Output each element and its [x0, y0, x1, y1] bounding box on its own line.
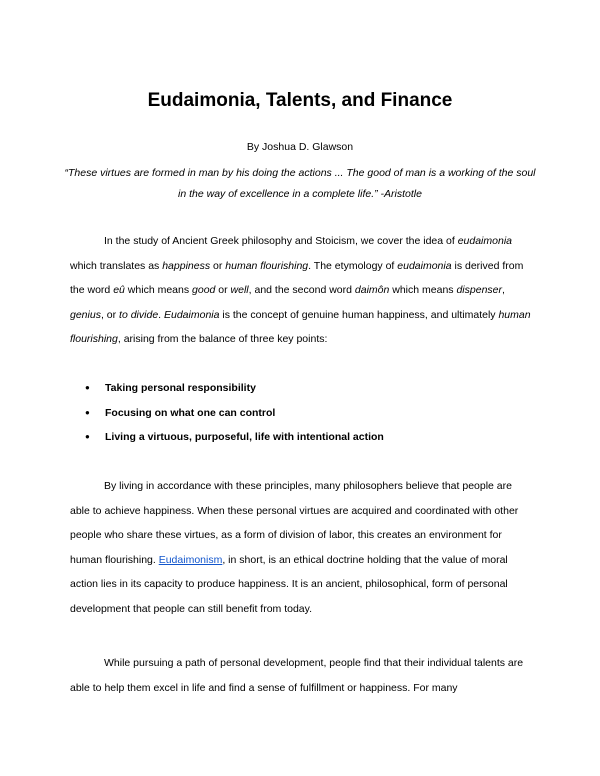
- text-run: . The etymology of: [308, 259, 398, 272]
- text-run: By living in accordance with these principles, many philosophers believe that people are able to achieve happiness. When these personal virtues are acquired and coordinated with other people who share these virtues, as a form of division of labor, this creates an environment for human flourishing.: [70, 480, 519, 566]
- emphasis-term: daimôn: [354, 284, 390, 296]
- key-points-list: [85, 376, 525, 450]
- text-run: .: [158, 308, 164, 321]
- emphasis-term: human flourishing: [225, 259, 309, 272]
- emphasis-term: well: [230, 284, 249, 296]
- list-item: ● Taking personal responsibility: [85, 376, 525, 401]
- text-run: , in short, is an ethical doctrine holding that the value of moral action lies in its capacity to produce happiness. It is an ancient, philosophical, form of personal development that people can still benefit from today.: [70, 553, 508, 615]
- document-title: Eudaimonia, Talents, and Finance: [147, 90, 453, 111]
- author-byline: By Joshua D. Glawson: [246, 141, 354, 153]
- text-run: which means: [389, 284, 457, 296]
- emphasis-term: good: [192, 284, 216, 296]
- paragraph-2: [70, 474, 532, 621]
- text-run: , arising from the balance of three key points:: [117, 333, 328, 345]
- emphasis-term: human flourishing: [70, 308, 531, 345]
- text-run: , and the second word: [248, 284, 355, 296]
- emphasis-term: to divide: [119, 308, 159, 321]
- text-run: is the concept of genuine human happiness, and ultimately: [219, 308, 499, 321]
- emphasis-term: eudaimonia: [397, 259, 452, 272]
- paragraph-3: While pursuing a path of personal development, people find that their individual talents are able to help them excel in life and find a sense of fulfillment or happiness. For many: [70, 657, 524, 694]
- emphasis-term: eû: [113, 284, 125, 296]
- epigraph-quote: “These virtues are formed in man by his doing the actions ... The good of man is a working of the soul in the way of excellence in a complete life.” -Aristotle: [64, 167, 536, 200]
- text-run: or: [210, 259, 226, 272]
- list-item: ● Living a virtuous, purposeful, life with intentional action: [85, 425, 525, 450]
- text-run: which means: [124, 284, 193, 296]
- text-run: is derived from the word: [70, 259, 524, 296]
- text-run: , or: [100, 308, 120, 321]
- list-item: ● Focusing on what one can control: [85, 401, 525, 426]
- emphasis-term: Eudaimonia: [164, 308, 220, 321]
- text-run: In the study of Ancient Greek philosophy and Stoicism, we cover the idea of: [104, 235, 458, 247]
- emphasis-term: eudaimonia: [457, 235, 512, 247]
- emphasis-term: genius: [70, 308, 101, 321]
- text-run: or: [215, 284, 231, 296]
- eudaimonism-link[interactable]: Eudaimonism: [158, 553, 223, 566]
- text-run: which translates as: [70, 259, 163, 272]
- emphasis-term: dispenser: [456, 284, 502, 296]
- emphasis-term: happiness: [162, 259, 211, 272]
- paragraph-1: [70, 229, 532, 352]
- text-run: ,: [502, 284, 505, 296]
